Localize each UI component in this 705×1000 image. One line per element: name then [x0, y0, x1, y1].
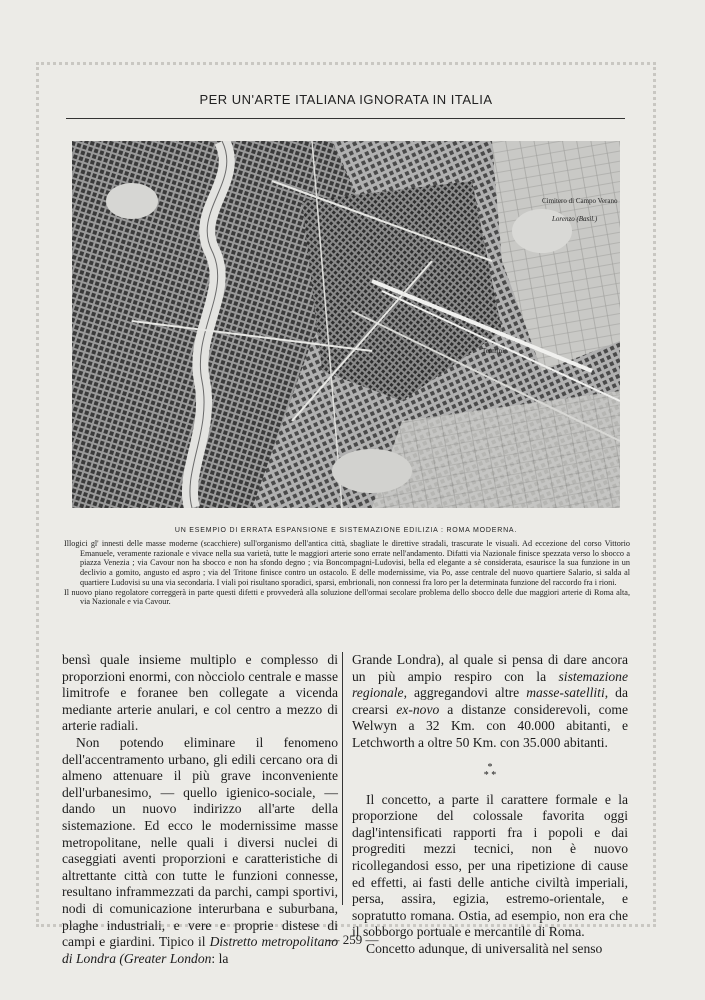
- italic-run: sistemazione regionale: [352, 668, 628, 701]
- section-break-asterism: [352, 761, 628, 781]
- italic-run: Distretto metropolitano di Londra (Greater London: [62, 934, 338, 966]
- paragraph: Il concetto, a parte il carattere formale e la proporzione del colossale favorita oggi dagl'intensificati rapporti fra i popoli e dai progrediti mezzi tecnici, non è nuovo ricollegandosi esso, per una ripetizione di cause ed effetti, ai fasti delle antiche civiltà imperiali, persa, assira, egizia, estremo-orientale, e sopratutto romana. Ostia, ad esempio, non era che il sobborgo portuale e mercantile di Roma.: [352, 791, 628, 940]
- left-column: [62, 652, 338, 967]
- header-rule: [66, 118, 625, 119]
- italic-run: ex-novo: [396, 701, 440, 717]
- text-run: : la: [211, 950, 229, 966]
- right-column: [352, 652, 628, 958]
- figure-caption-title: UN ESEMPIO DI ERRATA ESPANSIONE E SISTEMAZIONE EDILIZIA : ROMA MODERNA.: [174, 527, 518, 534]
- text-run: , aggregandovi altre: [403, 685, 527, 701]
- map-label: Cimitero di Campo Verano: [542, 197, 618, 205]
- rome-map-image: [72, 141, 620, 508]
- caption-paragraph: Illogici gl' innesti delle masse moderne (scacchiere) sull'organismo dell'antica città, sbagliate le direttive stradali, trascurate le visuali. Ad eccezione del corso Vittorio Emanuele, veramente razionale e vivace nella sua varietà, tutte le maggiori arterie sono errate nell'andamento. Difatti via Nazionale finisce spezzata verso lo sbocco a piazza Venezia ; via Cavour non ha sbocco e non ha sfondo degno ; via Boncompagni-Ludovisi, bella ed elegante a sè considerata, esaurisce la sua funzione in un declivio a gomito, angusto ed aspro ; via del Tritone finisce contro un ostacolo. E delle modernissime, via Po, asse centrale del nuovo quartiere Salario, si salda al quartiere Ludovisi su una via secondaria. I viali poi risultano sporadici, sparsi, embrionali, non connessi fra loro per la determinata funzione del raccordo fra i rioni.: [64, 539, 630, 587]
- map-figure: [72, 141, 620, 508]
- text-run: a distanze considerevoli, come Welwyn a 32 Km. con 40.000 abitanti, e Letchworth a oltre 50 Km. con 35.000 abitanti.: [352, 701, 629, 750]
- asterism-bottom: * *: [483, 769, 497, 781]
- running-head: PER UN'ARTE ITALIANA IGNORATA IN ITALIA: [199, 92, 493, 107]
- text-run: Non potendo eliminare il fenomeno dell'accentramento urbano, gli edili cercano ora di almeno attenuare il più grave inconveniente dell'urbanesimo, — quello igienico-sociale, — dando un nuovo indirizzo all'arte della sistemazione. Ed ecco le modernissime masse metropolitane, nelle quali i diversi nuclei di caseggiati aventi proporzioni e caratteristiche di altrettante città con tutte le funzioni connesse, resultano inframmezzati da parchi, campi sportivi, nodi di comunicazione interurbana e suburbana, plaghe industriali, e vere e proprie distese di campi e giardini. Tipico il: [62, 734, 338, 950]
- map-label: Lorenzo (Basil.): [552, 215, 598, 223]
- text-run: , da crearsi: [352, 685, 628, 717]
- italic-run: masse-satelliti: [526, 685, 605, 701]
- map-label: Termini: [482, 347, 505, 355]
- page-number: — 259 —: [326, 932, 379, 947]
- paragraph: [352, 652, 628, 752]
- text-run: Grande Londra), al quale si pensa di dare ancora un più ampio respiro con la: [352, 652, 628, 684]
- asterism-top: *: [487, 761, 493, 773]
- paragraph: bensì quale insieme multiplo e complesso di proporzioni enormi, con nòcciolo centrale e masse limitrofe e foranee ben collegate a vicenda mediante arterie anulari, e col centro a mezzo di arterie radiali.: [62, 652, 338, 734]
- caption-paragraph: Il nuovo piano regolatore correggerà in parte questi difetti e provvederà alla soluzione dell'ormai secolare problema dello sbocco delle due maggiori arterie di Roma alta, via Nazionale e via Cavour.: [64, 587, 630, 607]
- figure-caption: [64, 539, 630, 607]
- paragraph: Concetto adunque, di universalità nel senso: [366, 940, 603, 956]
- column-divider: [342, 652, 343, 905]
